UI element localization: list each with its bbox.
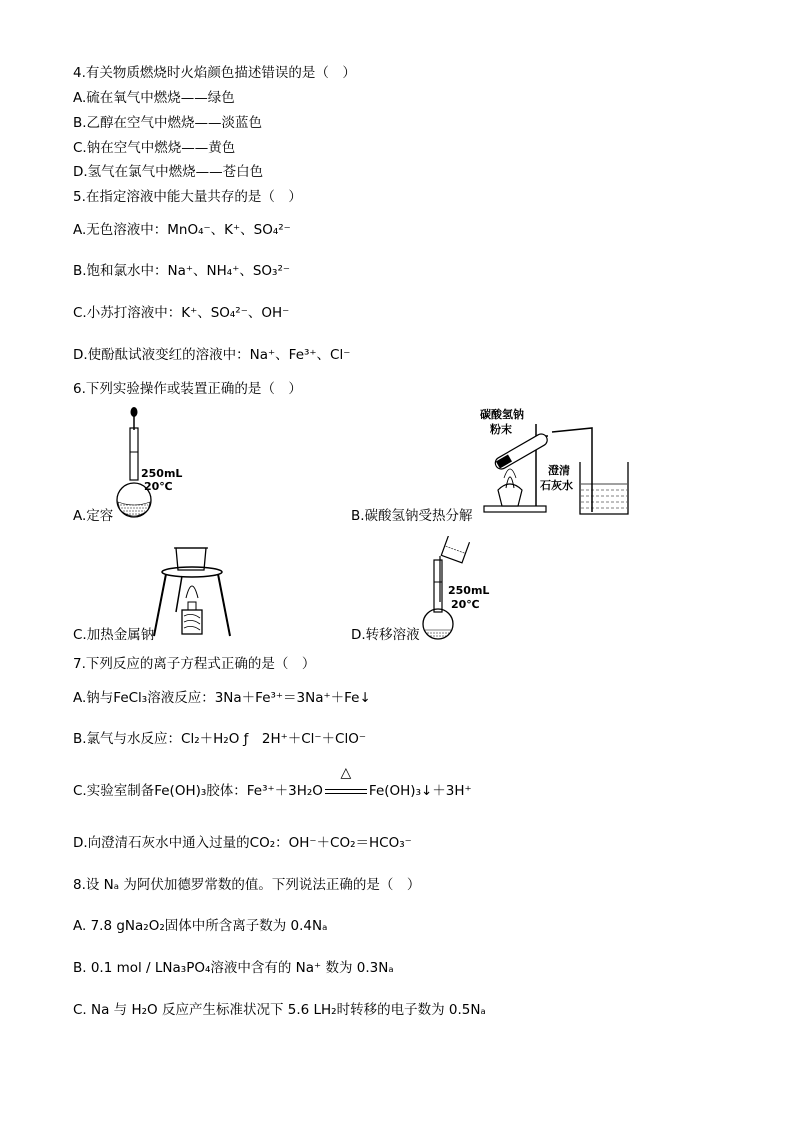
figure-b-label-4: 石灰水 — [540, 479, 573, 492]
q8-option-b: B. 0.1 mol / LNa₃PO₄溶液中含有的 Na⁺ 数为 0.3Nₐ — [73, 960, 394, 976]
figure-b-bicarbonate-decomposition — [480, 406, 640, 522]
q6-option-b: B.碳酸氢钠受热分解 — [351, 508, 473, 524]
q7-option-d: D.向澄清石灰水中通入过量的CO₂：OH⁻＋CO₂＝HCO₃⁻ — [73, 835, 412, 851]
q4-option-b: B.乙醇在空气中燃烧——淡蓝色 — [73, 115, 263, 131]
figure-a-volumetric-flask — [110, 404, 190, 524]
q7-option-c-right: Fe(OH)₃↓＋3H⁺ — [368, 783, 472, 799]
q4-option-a: A.硫在氧气中燃烧——绿色 — [73, 90, 235, 106]
figure-d-volume-label: 250mL — [448, 584, 490, 597]
q5-stem: 5.在指定溶液中能大量共存的是（ ） — [73, 189, 302, 205]
q4-option-c: C.钠在空气中燃烧——黄色 — [73, 140, 236, 156]
q7-option-b: B.氯气与水反应：Cl₂＋H₂O ƒ 2H⁺＋Cl⁻＋ClO⁻ — [73, 731, 366, 747]
heating-arrow — [323, 765, 369, 800]
q5-option-a: A.无色溶液中：MnO₄⁻、K⁺、SO₄²⁻ — [73, 222, 291, 238]
figure-c-heating-sodium — [152, 542, 232, 642]
q5-option-c: C.小苏打溶液中：K⁺、SO₄²⁻、OH⁻ — [73, 305, 290, 321]
heat-triangle-icon: △ — [340, 765, 352, 781]
figure-b-label-1: 碳酸氢钠 — [480, 408, 524, 421]
q5-option-b: B.饱和氯水中：Na⁺、NH₄⁺、SO₃²⁻ — [73, 263, 290, 279]
q4-option-d: D.氢气在氯气中燃烧——苍白色 — [73, 164, 264, 180]
q6-option-c: C.加热金属钠 — [73, 627, 155, 643]
q8-option-c: C. Na 与 H₂O 反应产生标准状况下 5.6 LH₂时转移的电子数为 0.5Nₐ — [73, 1002, 486, 1018]
q6-option-a: A.定容 — [73, 508, 114, 524]
q8-option-a: A. 7.8 gNa₂O₂固体中所含离子数为 0.4Nₐ — [73, 918, 328, 934]
q7-stem: 7.下列反应的离子方程式正确的是（ ） — [73, 656, 316, 672]
q5-option-d: D.使酚酞试液变红的溶液中：Na⁺、Fe³⁺、Cl⁻ — [73, 347, 351, 363]
q6-stem: 6.下列实验操作或装置正确的是（ ） — [73, 381, 302, 397]
figure-a-temp-label: 20℃ — [144, 480, 173, 493]
figure-b-label-3: 澄清 — [548, 464, 570, 477]
q6-option-d: D.转移溶液 — [351, 627, 420, 643]
q7-option-c — [73, 765, 472, 800]
figure-d-temp-label: 20℃ — [451, 598, 480, 611]
q7-option-c-left: C.实验室制备Fe(OH)₃胶体：Fe³⁺＋3H₂O — [73, 783, 323, 799]
q8-stem: 8.设 Nₐ 为阿伏加德罗常数的值。下列说法正确的是（ ） — [73, 877, 421, 893]
figure-d-transfer-solution — [420, 536, 500, 642]
q4-stem: 4.有关物质燃烧时火焰颜色描述错误的是（ ） — [73, 65, 356, 81]
q7-option-a: A.钠与FeCl₃溶液反应：3Na＋Fe³⁺＝3Na⁺＋Fe↓ — [73, 690, 371, 706]
figure-a-volume-label: 250mL — [141, 467, 183, 480]
figure-b-label-2: 粉末 — [490, 423, 512, 436]
